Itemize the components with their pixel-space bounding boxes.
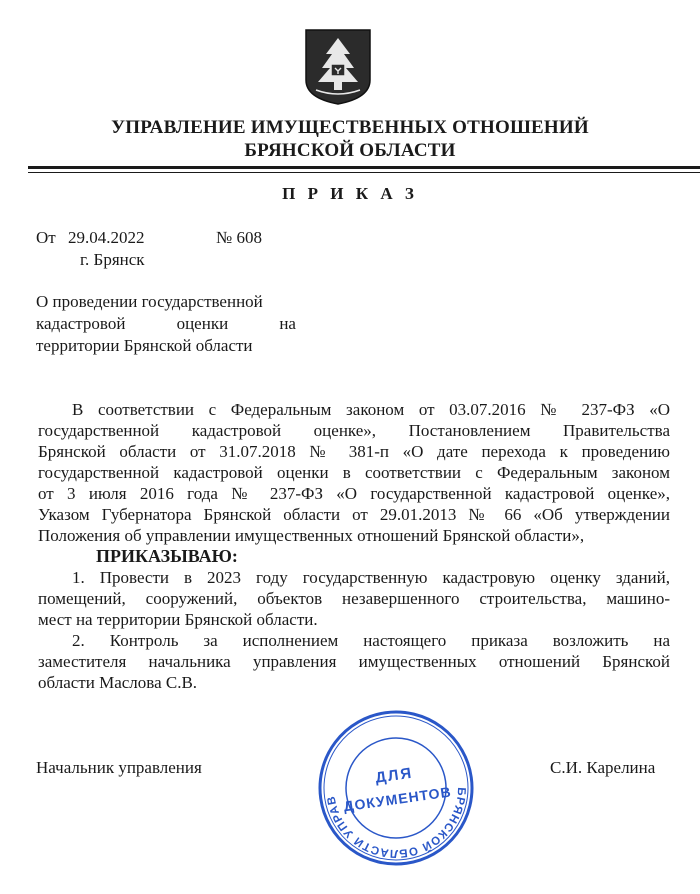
order-directive: ПРИКАЗЫВАЮ:	[96, 546, 238, 566]
preamble-line: Положения об управлении имущественных отношений Брянской области»,	[38, 526, 585, 545]
order-date: 29.04.2022	[68, 228, 145, 247]
item-1-line: помещений, сооружений, объектов незавершенного строительства, машино-	[38, 589, 670, 608]
org-line-2: БРЯНСКОЙ ОБЛАСТИ	[244, 140, 456, 161]
preamble-line: Брянской области от 31.07.2018 № 381-п «О дате перехода к проведению	[38, 442, 670, 461]
from-label: От	[36, 228, 56, 247]
preamble	[38, 399, 670, 693]
item-2-line: 2. Контроль за исполнением настоящего приказа возложить на	[72, 631, 670, 650]
item-2-line: области Маслова С.В.	[38, 673, 198, 692]
document-title: П Р И К А З	[282, 184, 418, 203]
subject-word: оценки	[176, 314, 229, 333]
preamble-line: В соответствии с Федеральным законом от 03.07.2016 № 237-ФЗ «О	[72, 400, 670, 419]
preamble-line: от 3 июля 2016 года № 237-ФЗ «О государственной кадастровой оценке»,	[38, 484, 670, 503]
stamp-ring-text: БРЯНСКОЙ ОБЛАСТИ УПРАВЛЕНИЕ	[325, 786, 468, 860]
official-stamp-icon	[316, 708, 476, 868]
subject-line-1: О проведении государственной	[36, 292, 263, 311]
item-2-line: заместителя начальника управления имущественных отношений Брянской	[38, 652, 670, 671]
preamble-line: государственной кадастровой оценке», Постановлением Правительства	[38, 421, 670, 440]
item-1-line: мест на территории Брянской области.	[38, 610, 318, 629]
subject-line-3: территории Брянской области	[36, 336, 253, 355]
preamble-line: Указом Губернатора Брянской области от 29.01.2013 № 66 «Об утверждении	[38, 505, 670, 524]
order-number: № 608	[216, 228, 262, 247]
subject-word: кадастровой	[36, 314, 126, 333]
header-rule-thick	[28, 166, 700, 169]
svg-text:БРЯНСКОЙ ОБЛАСТИ УПРАВЛЕНИЕ ИМ	[316, 708, 476, 868]
signatory-position: Начальник управления	[36, 758, 202, 777]
item-1-line: 1. Провести в 2023 году государственную кадастровую оценку зданий,	[72, 568, 670, 587]
subject-line-2	[36, 314, 296, 334]
org-line-1: УПРАВЛЕНИЕ ИМУЩЕСТВЕННЫХ ОТНОШЕНИЙ	[111, 117, 589, 138]
signatory-name: С.И. Карелина	[550, 758, 656, 777]
organization-name	[0, 116, 700, 162]
coat-of-arms-icon	[304, 28, 372, 106]
city: г. Брянск	[80, 250, 145, 269]
preamble-line: государственной кадастровой оценки в соответствии с Федеральным законом	[38, 463, 670, 482]
stamp-center-top: ДЛЯ	[374, 764, 415, 787]
stamp-center-bottom: ДОКУМЕНТОВ	[342, 783, 453, 815]
header-rule-thin	[28, 172, 700, 173]
subject-word: на	[279, 314, 296, 333]
